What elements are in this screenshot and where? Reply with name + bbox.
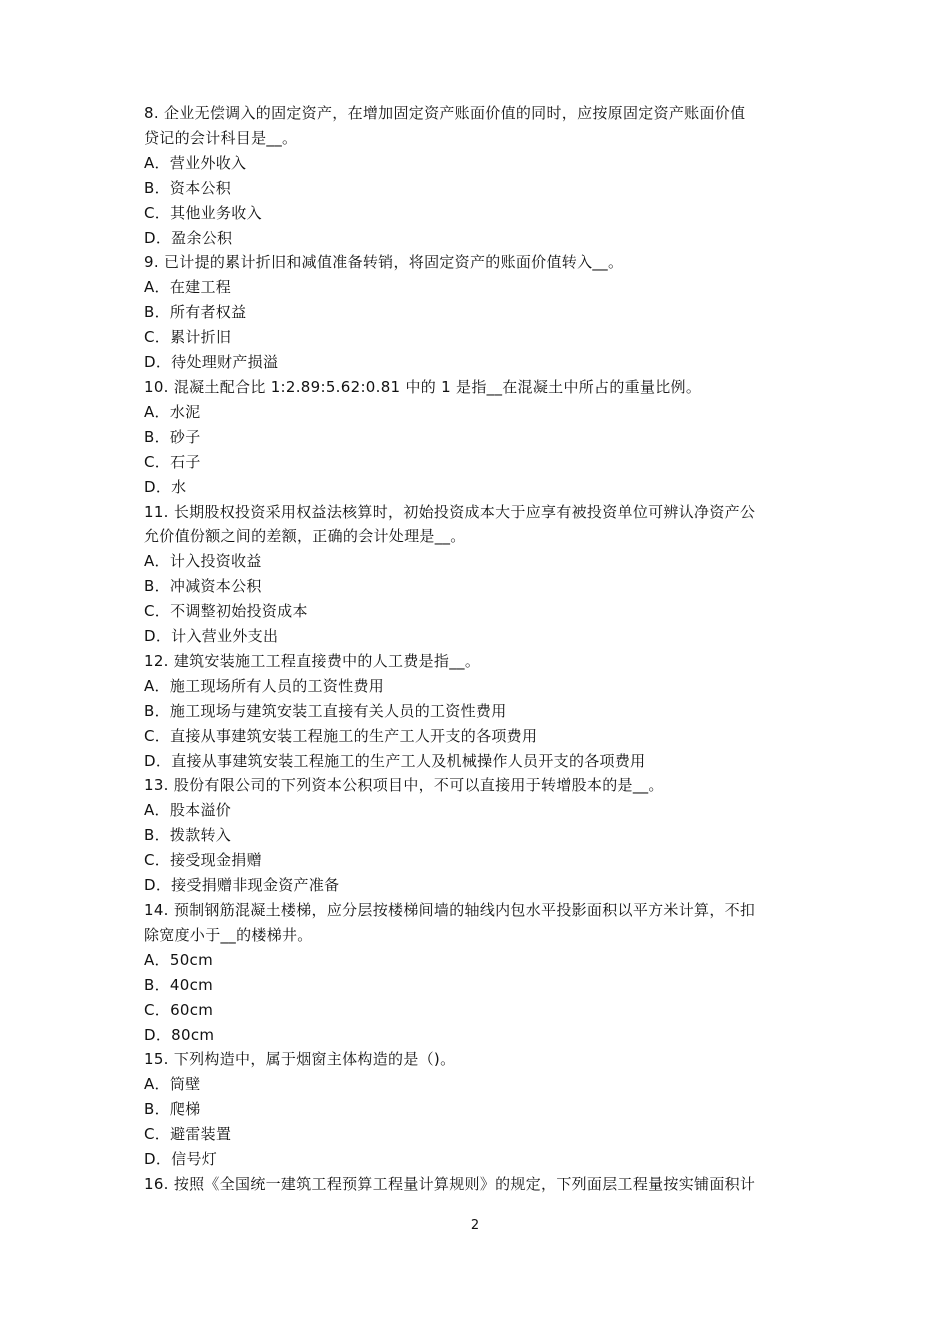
- answer-option: D．信号灯: [144, 1150, 218, 1169]
- answer-option: C．累计折旧: [144, 328, 232, 347]
- answer-option: C．避雷装置: [144, 1125, 232, 1144]
- answer-option: A．在建工程: [144, 278, 232, 297]
- question-block: [144, 898, 824, 1047]
- question-list: [144, 101, 824, 1197]
- answer-option: B．所有者权益: [144, 303, 247, 322]
- answer-option: D．80cm: [144, 1025, 215, 1044]
- question-block: [144, 101, 824, 250]
- answer-option: B．拨款转入: [144, 826, 232, 845]
- page-number: 2: [470, 1218, 480, 1233]
- answer-option: D．计入营业外支出: [144, 627, 279, 646]
- answer-option: D．接受捐赠非现金资产准备: [144, 876, 340, 895]
- answer-option: A．50cm: [144, 950, 214, 969]
- answer-option: D．直接从事建筑安装工程施工的生产工人及机械操作人员开支的各项费用: [144, 751, 646, 770]
- answer-option: C．石子: [144, 452, 201, 471]
- answer-option: A．筒壁: [144, 1075, 201, 1094]
- answer-option: C．不调整初始投资成本: [144, 602, 308, 621]
- question-text: 8. 企业无偿调入的固定资产，在增加固定资产账面价值的同时，应按原固定资产账面价值: [144, 104, 746, 122]
- answer-option: B．砂子: [144, 427, 201, 446]
- question-text: 贷记的会计科目是__。: [144, 128, 298, 147]
- question-block: [144, 500, 824, 649]
- answer-option: B．40cm: [144, 975, 214, 994]
- question-text: 14. 预制钢筋混凝土楼梯，应分层按楼梯间墙的轴线内包水平投影面积以平方米计算，不扣: [144, 901, 756, 919]
- question-text: 11. 长期股权投资采用权益法核算时，初始投资成本大于应享有被投资单位可辨认净资产公: [144, 502, 756, 521]
- answer-option: A．营业外收入: [144, 153, 247, 172]
- answer-option: D．待处理财产损溢: [144, 353, 279, 372]
- answer-option: A．水泥: [144, 402, 201, 421]
- question-text: 15. 下列构造中，属于烟窗主体构造的是（)。: [144, 1050, 456, 1069]
- question-block: [144, 250, 824, 375]
- question-text: 10. 混凝土配合比 1:2.89:5.62:0.81 中的 1 是指__在混凝土中所占的重量比例。: [144, 377, 702, 396]
- question-text: 12. 建筑安装施工工程直接费中的人工费是指__。: [144, 651, 481, 670]
- answer-option: C．其他业务收入: [144, 203, 262, 222]
- question-text: 16. 按照《全国统一建筑工程预算工程量计算规则》的规定，下列面层工程量按实铺面积计: [144, 1174, 756, 1193]
- answer-option: B．资本公积: [144, 178, 232, 197]
- question-block: [144, 375, 824, 500]
- answer-option: D．水: [144, 477, 187, 496]
- question-block: [144, 1047, 824, 1172]
- answer-option: A．股本溢价: [144, 801, 232, 820]
- answer-option: A．计入投资收益: [144, 552, 262, 571]
- answer-option: C．接受现金捐赠: [144, 851, 262, 870]
- question-text: 允价值份额之间的差额，正确的会计处理是__。: [144, 527, 466, 546]
- answer-option: C．直接从事建筑安装工程施工的生产工人开支的各项费用: [144, 726, 538, 745]
- answer-option: D．盈余公积: [144, 228, 233, 247]
- question-block: [144, 1172, 824, 1197]
- question-text: 13. 股份有限公司的下列资本公积项目中，不可以直接用于转增股本的是__。: [144, 776, 664, 795]
- answer-option: B．冲减资本公积: [144, 577, 262, 596]
- answer-option: A．施工现场所有人员的工资性费用: [144, 676, 385, 695]
- question-text: 9. 已计提的累计折旧和减值准备转销，将固定资产的账面价值转入__。: [144, 253, 624, 272]
- answer-option: B．爬梯: [144, 1100, 201, 1119]
- question-block: [144, 649, 824, 774]
- answer-option: C．60cm: [144, 1000, 214, 1019]
- question-block: [144, 773, 824, 898]
- answer-option: B．施工现场与建筑安装工直接有关人员的工资性费用: [144, 701, 507, 720]
- question-text: 除宽度小于__的楼梯井。: [144, 925, 313, 944]
